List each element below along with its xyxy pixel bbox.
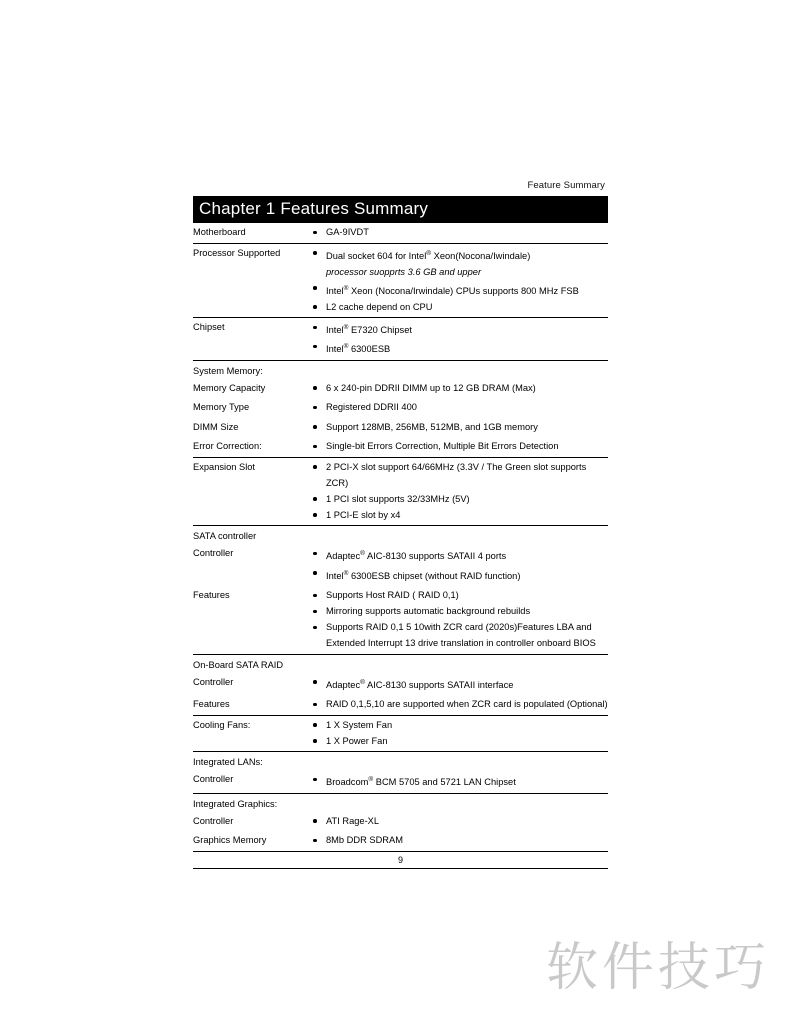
specifications-table <box>193 222 608 851</box>
bullet-icon <box>313 571 317 575</box>
list-item-label: 1 X System Fan <box>326 719 393 730</box>
table-row <box>193 243 608 318</box>
bullet-icon <box>313 839 317 843</box>
spec-value <box>311 418 608 438</box>
list-item <box>311 247 608 264</box>
list-item <box>311 834 608 848</box>
list-item <box>311 509 608 523</box>
bullet-icon <box>313 778 317 782</box>
bullet-icon <box>313 497 317 501</box>
list-item <box>311 676 608 693</box>
spec-value-list <box>311 461 608 523</box>
list-item <box>311 226 608 240</box>
list-item-label: Mirroring supports automatic background rebuilds <box>326 606 531 617</box>
bullet-icon <box>313 406 317 410</box>
spec-value <box>311 793 608 812</box>
list-item-label: Intel® E7320 Chipset <box>326 324 412 336</box>
bullet-icon <box>313 305 317 309</box>
spec-value <box>311 695 608 715</box>
table-row <box>193 544 608 586</box>
list-item-label: Intel® Xeon (Nocona/Irwindale) CPUs supports 800 MHz FSB <box>326 284 579 296</box>
list-item-label: 1 PCI-E slot by x4 <box>326 509 401 520</box>
table-row <box>193 654 608 673</box>
spec-label: Error Correction: <box>193 441 262 452</box>
table-row <box>193 418 608 438</box>
list-item-label: 2 PCI-X slot support 64/66MHz (3.3V / The Green slot supports <box>326 461 587 472</box>
bullet-icon <box>313 513 317 517</box>
bullet-icon <box>313 345 317 349</box>
list-item <box>311 493 608 507</box>
spec-label: SATA controller <box>193 526 311 545</box>
bullet-icon <box>313 680 317 684</box>
list-item-label: ATI Rage-XL <box>326 815 380 826</box>
list-item <box>311 719 608 733</box>
spec-label: On-Board SATA RAID <box>193 654 311 673</box>
page-title: Chapter 1 Features Summary <box>199 199 429 218</box>
list-item <box>311 401 608 415</box>
spec-label: Integrated LANs: <box>193 752 311 771</box>
list-item <box>311 301 608 315</box>
spec-value-list <box>311 719 608 749</box>
spec-label: Controller <box>193 548 234 559</box>
spec-value-list <box>311 547 608 583</box>
list-item-label: Adaptec® AIC-8130 supports SATAII 4 ports <box>326 550 507 562</box>
list-item <box>311 321 608 338</box>
spec-label: Controller <box>193 676 234 687</box>
spec-value <box>311 457 608 526</box>
bullet-icon <box>313 465 317 469</box>
table-row <box>193 831 608 851</box>
spec-value <box>311 654 608 673</box>
spec-value-list <box>311 698 608 712</box>
spec-label: Processor Supported <box>193 243 311 318</box>
table-row <box>193 812 608 832</box>
list-item-label: Dual socket 604 for Intel® Xeon(Nocona/Iwindale) <box>326 249 531 261</box>
spec-label: Graphics Memory <box>193 835 267 846</box>
spec-value-list <box>311 401 608 415</box>
footer-divider-bottom <box>193 868 608 869</box>
spec-document <box>193 196 608 869</box>
list-item <box>311 566 608 583</box>
table-row <box>193 673 608 696</box>
table-row <box>193 398 608 418</box>
spec-value <box>311 437 608 457</box>
bullet-icon <box>313 425 317 429</box>
table-row <box>193 526 608 545</box>
list-item <box>311 735 608 749</box>
spec-value <box>311 243 608 318</box>
list-item <box>311 547 608 564</box>
spec-label: System Memory: <box>193 360 311 379</box>
bullet-icon <box>313 552 317 556</box>
bullet-icon <box>313 626 317 630</box>
table-row <box>193 318 608 361</box>
list-item-label: Adaptec® AIC-8130 supports SATAII interface <box>326 678 514 690</box>
list-item-label: Intel® 6300ESB chipset (without RAID function) <box>326 569 521 581</box>
spec-label: Expansion Slot <box>193 457 311 526</box>
list-item <box>311 477 608 491</box>
spec-value <box>311 752 608 771</box>
list-item-label: Registered DDRII 400 <box>326 402 417 413</box>
list-item <box>311 698 608 712</box>
table-row <box>193 437 608 457</box>
spec-value-list <box>311 321 608 357</box>
list-item <box>311 589 608 603</box>
table-row <box>193 586 608 654</box>
bullet-icon <box>313 594 317 598</box>
list-item-label: Single-bit Errors Correction, Multiple Bit Errors Detection <box>326 441 559 452</box>
list-item-label: 6 x 240-pin DDRII DIMM up to 12 GB DRAM (Max) <box>326 382 536 393</box>
spec-value-list <box>311 676 608 693</box>
spec-value <box>311 770 608 793</box>
list-item <box>311 282 608 299</box>
spec-value-list <box>311 773 608 790</box>
spec-value <box>311 379 608 399</box>
table-row <box>193 715 608 752</box>
list-item-label: Supports Host RAID ( RAID 0,1) <box>326 590 459 601</box>
list-item <box>311 773 608 790</box>
list-item <box>311 440 608 454</box>
table-row <box>193 752 608 771</box>
table-row <box>193 793 608 812</box>
spec-value-list <box>311 247 608 315</box>
list-item <box>311 621 608 635</box>
bullet-icon <box>313 386 317 390</box>
spec-label: Memory Type <box>193 402 250 413</box>
list-item <box>311 382 608 396</box>
list-item-label: L2 cache depend on CPU <box>326 301 433 312</box>
list-item-label: Supports RAID 0,1 5 10with ZCR card (2020s)Features LBA and <box>326 622 592 633</box>
bullet-icon <box>313 286 317 290</box>
list-item <box>311 266 608 280</box>
table-row <box>193 457 608 526</box>
list-item-label: 1 X Power Fan <box>326 735 388 746</box>
bullet-icon <box>313 326 317 330</box>
list-item-label: Intel® 6300ESB <box>326 343 391 355</box>
spec-value <box>311 398 608 418</box>
spec-value <box>311 360 608 379</box>
spec-value-list <box>311 589 608 651</box>
table-row <box>193 360 608 379</box>
spec-label: DIMM Size <box>193 421 239 432</box>
list-item <box>311 461 608 475</box>
list-item-label: GA-9IVDT <box>326 227 369 237</box>
spec-label: Cooling Fans: <box>193 715 311 752</box>
spec-value <box>311 673 608 696</box>
bullet-icon <box>313 723 317 727</box>
spec-value <box>311 812 608 832</box>
spec-value <box>311 715 608 752</box>
spec-value-list <box>311 382 608 396</box>
spec-label: Chipset <box>193 318 311 361</box>
spec-label: Controller <box>193 774 234 785</box>
spec-value <box>311 318 608 361</box>
watermark: 软件技巧 <box>545 938 770 998</box>
bullet-icon <box>313 703 317 707</box>
list-item-label: ZCR) <box>326 477 349 488</box>
table-row <box>193 223 608 244</box>
spec-value-list <box>311 834 608 848</box>
list-item-label: 8Mb DDR SDRAM <box>326 835 403 846</box>
spec-value-list <box>311 421 608 435</box>
table-row <box>193 379 608 399</box>
chapter-title-bar <box>193 196 608 222</box>
bullet-icon <box>313 739 317 743</box>
bullet-icon <box>313 445 317 449</box>
list-item <box>311 421 608 435</box>
bullet-icon <box>313 231 317 235</box>
spec-label: Features <box>193 699 230 710</box>
list-item <box>311 605 608 619</box>
bullet-icon <box>313 819 317 823</box>
table-row <box>193 770 608 793</box>
spec-label: Motherboard <box>193 223 311 244</box>
spec-value <box>311 544 608 586</box>
spec-value <box>311 526 608 545</box>
list-item-label: Extended Interrupt 13 drive translation in controller onboard BIOS <box>326 638 596 649</box>
spec-label: Integrated Graphics: <box>193 793 311 812</box>
spec-value-list <box>311 226 608 240</box>
list-item-label: processor suopprts 3.6 GB and upper <box>326 266 482 277</box>
spec-value-list <box>311 440 608 454</box>
running-head: Feature Summary <box>527 180 605 191</box>
list-item-label: 1 PCI slot supports 32/33MHz (5V) <box>326 493 470 504</box>
table-row <box>193 695 608 715</box>
bullet-icon <box>313 610 317 614</box>
page-number: 9 <box>397 854 403 865</box>
spec-value <box>311 831 608 851</box>
spec-label: Memory Capacity <box>193 382 266 393</box>
spec-label: Controller <box>193 815 234 826</box>
bullet-icon <box>313 251 317 255</box>
list-item-label: Support 128MB, 256MB, 512MB, and 1GB memory <box>326 421 538 432</box>
spec-value <box>311 586 608 654</box>
list-item <box>311 815 608 829</box>
list-item-label: RAID 0,1,5,10 are supported when ZCR card is populated (Optional) <box>326 699 608 710</box>
spec-label: Features <box>193 590 230 601</box>
spec-value <box>311 223 608 244</box>
list-item <box>311 340 608 357</box>
spec-value-list <box>311 815 608 829</box>
list-item <box>311 637 608 651</box>
list-item-label: Broadcom® BCM 5705 and 5721 LAN Chipset <box>326 776 516 788</box>
